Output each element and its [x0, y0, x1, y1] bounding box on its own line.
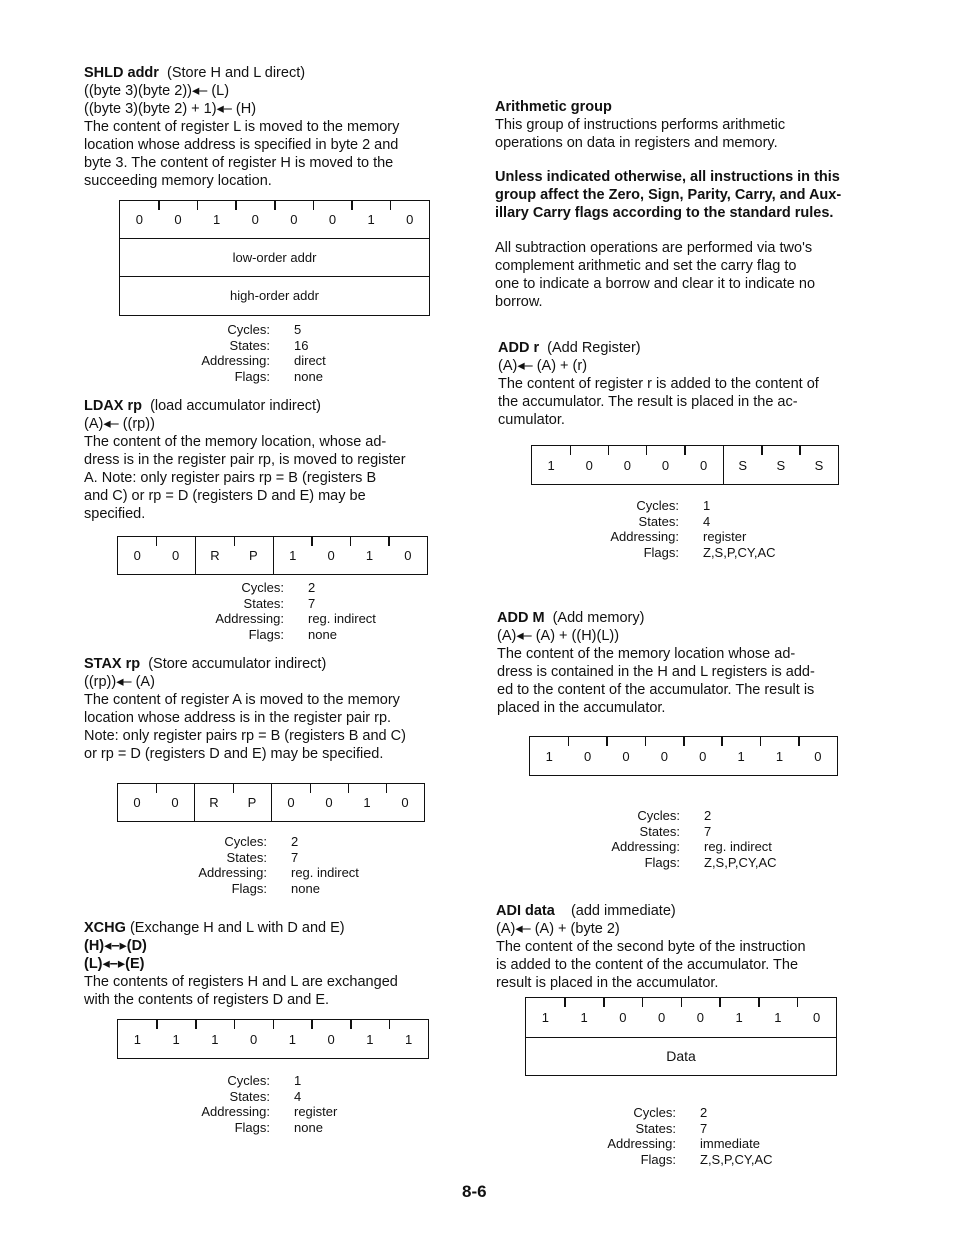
addressing-value: reg. indirect [291, 865, 359, 880]
ldax-text: and C) or rp = D (registers D and E) may be [84, 488, 366, 504]
arith-bold: group affect the Zero, Sign, Parity, Carry, and Aux- [495, 187, 842, 203]
xchg-op: (L)◂–▸(E) [84, 956, 145, 972]
addm-text: ed to the content of the accumulator. The result is [497, 682, 815, 698]
states-label: States: [229, 337, 270, 353]
bit: 1 [197, 201, 236, 238]
states-value: 4 [703, 513, 711, 529]
addm-section [497, 609, 875, 717]
addr-encoding [531, 445, 839, 485]
bit: 0 [312, 1020, 351, 1058]
bit: 0 [310, 784, 348, 821]
bit: 0 [313, 201, 352, 238]
flags-label: Flags: [231, 880, 267, 896]
flags-value: Z,S,P,CY,AC [703, 544, 776, 560]
addm-stats [560, 808, 777, 870]
addm-encoding [529, 736, 838, 776]
adi-op: (A)◂– (A) + (byte 2) [496, 921, 620, 937]
bit: 1 [273, 1020, 312, 1058]
xchg-text: The contents of registers H and L are exchanged [84, 974, 398, 990]
adi-stats [560, 1105, 773, 1167]
cycles-value: 2 [308, 580, 316, 595]
bit: 0 [570, 446, 608, 484]
ldax-text: A. Note: only register pairs rp = B (registers B [84, 470, 377, 486]
flags-value: none [294, 1119, 323, 1135]
bit: 1 [722, 737, 760, 775]
adi-mnemonic: ADI data [496, 903, 555, 919]
stax-mnemonic: STAX rp [84, 656, 141, 672]
cycles-label: Cycles: [637, 808, 680, 823]
bit: 0 [608, 446, 646, 484]
xchg-desc: (Exchange H and L with D and E) [129, 920, 345, 936]
addressing-label: Addressing: [607, 1136, 676, 1151]
adi-text: is added to the content of the accumulator. The [496, 957, 799, 973]
arith-bold: illary Carry flags according to the standard rules. [495, 205, 834, 221]
cycles-value: 2 [700, 1105, 708, 1120]
adi-text: The content of the second byte of the instruction [496, 939, 806, 955]
flags-value: none [308, 626, 337, 642]
addressing-value: reg. indirect [704, 839, 772, 854]
bit: 1 [565, 998, 604, 1037]
addr-desc: (Add Register) [547, 340, 641, 356]
bit: 0 [120, 201, 159, 238]
addressing-label: Addressing: [215, 611, 284, 626]
cycles-value: 5 [294, 322, 302, 337]
flags-label: Flags: [234, 1119, 270, 1135]
bit: S [814, 457, 824, 473]
flags-value: Z,S,P,CY,AC [704, 854, 777, 870]
bit: 0 [681, 998, 720, 1037]
adi-desc: (add immediate) [570, 903, 676, 919]
flags-value: none [294, 368, 323, 384]
states-label: States: [229, 1088, 270, 1104]
cycles-label: Cycles: [227, 322, 270, 337]
addressing-label: Addressing: [611, 839, 680, 854]
addr-text: the accumulator. The result is placed in the ac- [498, 394, 798, 410]
xchg-text: with the contents of registers D and E. [84, 992, 330, 1008]
bit: 0 [685, 446, 724, 484]
bit: 0 [275, 201, 314, 238]
bit: S [724, 446, 762, 484]
addressing-label: Addressing: [201, 353, 270, 368]
bit: S [762, 446, 800, 484]
addm-op: (A)◂– (A) + ((H)(L)) [497, 628, 620, 644]
arith-intro: This group of instructions performs arithmetic [495, 117, 786, 133]
bit: P [234, 537, 273, 574]
cycles-value: 2 [291, 834, 299, 849]
cycles-label: Cycles: [224, 834, 267, 849]
ldax-op: (A)◂– ((rp)) [84, 416, 155, 432]
addressing-value: direct [294, 353, 326, 368]
addressing-value: reg. indirect [308, 611, 376, 626]
addr-stats [560, 498, 776, 560]
arith-sub: complement arithmetic and set the carry flag to [495, 258, 797, 274]
bit: 0 [814, 748, 822, 764]
arith-sub: borrow. [495, 294, 543, 310]
shld-mnemonic: SHLD addr [84, 65, 159, 81]
ldax-text: The content of the memory location, whose ad- [84, 434, 387, 450]
addm-text: The content of the memory location whose ad- [497, 646, 796, 662]
bit: 0 [645, 737, 683, 775]
stax-text: or rp = D (registers D and E) may be specified. [84, 746, 384, 762]
bit: 1 [157, 1020, 196, 1058]
data-field: Data [666, 1048, 696, 1064]
bit: 0 [406, 212, 414, 227]
bit: 0 [604, 998, 643, 1037]
ldax-text: specified. [84, 506, 146, 522]
shld-text: location whose address is specified in byte 2 and [84, 137, 399, 153]
xchg-mnemonic: XCHG [84, 920, 126, 936]
states-value: 7 [704, 823, 712, 839]
arith-sub: one to indicate a borrow and clear it to indicate no [495, 276, 816, 292]
flags-label: Flags: [248, 626, 284, 642]
ldax-section [84, 397, 462, 523]
shld-text: byte 3. The content of register H is moved to the [84, 155, 394, 171]
bit: 0 [404, 548, 412, 563]
bit: 0 [684, 737, 722, 775]
addm-text: placed in the accumulator. [497, 700, 666, 716]
cycles-value: 2 [704, 808, 712, 823]
bit: 1 [759, 998, 798, 1037]
bit: P [233, 784, 272, 821]
adi-section [496, 902, 874, 992]
bit: 1 [526, 998, 565, 1037]
stax-op: ((rp))◂– (A) [84, 674, 155, 690]
stax-section [84, 655, 462, 763]
cycles-label: Cycles: [636, 498, 679, 513]
bit: 0 [156, 537, 195, 574]
xchg-op: (H)◂–▸(D) [84, 938, 147, 954]
states-value: 7 [291, 849, 299, 865]
addr-section [498, 339, 876, 429]
states-label: States: [639, 823, 680, 839]
addr-text: cumulator. [498, 412, 565, 428]
arith-intro: operations on data in registers and memory. [495, 135, 778, 151]
states-label: States: [635, 1120, 676, 1136]
cycles-value: 1 [703, 498, 711, 513]
cycles-label: Cycles: [633, 1105, 676, 1120]
addr-op: (A)◂– (A) + (r) [498, 358, 588, 374]
bit: 0 [607, 737, 645, 775]
high-order-field: high-order addr [230, 288, 319, 303]
bit: 1 [760, 737, 798, 775]
bit: 0 [401, 795, 409, 810]
arith-sub: All subtraction operations are performed via two's [495, 240, 813, 256]
shld-section [84, 64, 462, 190]
bit: 0 [312, 537, 350, 574]
adi-text: result is placed in the accumulator. [496, 975, 719, 991]
bit: 1 [532, 446, 570, 484]
stax-text: location whose address is in the register pair rp. [84, 710, 392, 726]
bit: 0 [118, 537, 156, 574]
cycles-value: 1 [294, 1073, 302, 1088]
arith-bold: Unless indicated otherwise, all instructions in this [495, 169, 840, 185]
bit: 0 [642, 998, 681, 1037]
shld-stats [150, 322, 326, 384]
bit: 0 [646, 446, 684, 484]
xchg-stats [150, 1073, 337, 1135]
shld-encoding [119, 200, 430, 316]
stax-encoding [117, 783, 425, 822]
shld-op: ((byte 3)(byte 2))◂– (L) [84, 83, 230, 99]
ldax-mnemonic: LDAX rp [84, 398, 142, 414]
states-value: 7 [308, 595, 316, 611]
states-value: 7 [700, 1120, 708, 1136]
bit: 0 [236, 201, 275, 238]
states-label: States: [638, 513, 679, 529]
bit: 1 [348, 784, 386, 821]
states-label: States: [226, 849, 267, 865]
arith-heading: Arithmetic group [495, 99, 612, 115]
addm-text: dress is contained in the H and L registers is add- [497, 664, 815, 680]
flags-label: Flags: [643, 544, 679, 560]
bit: 1 [720, 998, 759, 1037]
adi-encoding [525, 997, 837, 1076]
states-value: 16 [294, 337, 309, 353]
states-value: 4 [294, 1088, 302, 1104]
bit: 1 [530, 737, 568, 775]
cycles-label: Cycles: [227, 1073, 270, 1088]
addressing-value: immediate [700, 1136, 760, 1151]
addressing-value: register [703, 529, 747, 544]
addressing-label: Addressing: [201, 1104, 270, 1119]
bit: 0 [568, 737, 606, 775]
bit: 0 [159, 201, 198, 238]
bit: R [195, 784, 233, 821]
bit: 0 [156, 784, 195, 821]
bit: 0 [272, 784, 310, 821]
stax-stats [150, 834, 359, 896]
bit: 1 [274, 537, 312, 574]
flags-label: Flags: [644, 854, 680, 870]
stax-desc: (Store accumulator indirect) [148, 656, 327, 672]
shld-op: ((byte 3)(byte 2) + 1)◂– (H) [84, 101, 257, 117]
addressing-value: register [294, 1104, 338, 1119]
page-number: 8-6 [462, 1182, 487, 1201]
stax-text: The content of register A is moved to the memory [84, 692, 400, 708]
ldax-encoding [117, 536, 428, 575]
bit: 1 [350, 537, 388, 574]
bit: 1 [351, 1020, 390, 1058]
flags-label: Flags: [640, 1151, 676, 1167]
ldax-text: dress is in the register pair rp, is moved to register [84, 452, 406, 468]
cycles-label: Cycles: [241, 580, 284, 595]
stax-text: Note: only register pairs rp = B (registers B and C) [84, 728, 406, 744]
addr-mnemonic: ADD r [498, 340, 540, 356]
bit: R [196, 537, 234, 574]
low-order-field: low-order addr [232, 250, 317, 265]
flags-value: none [291, 880, 320, 896]
flags-value: Z,S,P,CY,AC [700, 1151, 773, 1167]
addressing-label: Addressing: [198, 865, 267, 880]
bit: 1 [196, 1020, 235, 1058]
addr-text: The content of register r is added to the content of [498, 376, 819, 392]
ldax-stats [150, 580, 376, 642]
bit: 1 [352, 201, 391, 238]
bit: 1 [118, 1020, 157, 1058]
xchg-encoding [117, 1019, 429, 1059]
arith-section [495, 98, 875, 311]
addm-desc: (Add memory) [552, 610, 645, 626]
bit: 0 [234, 1020, 273, 1058]
states-label: States: [243, 595, 284, 611]
bit: 1 [405, 1031, 413, 1047]
bit: 0 [118, 784, 156, 821]
xchg-section [84, 919, 462, 1009]
bit: 0 [813, 1010, 821, 1025]
shld-text: The content of register L is moved to the memory [84, 119, 400, 135]
shld-desc: (Store H and L direct) [166, 65, 306, 81]
ldax-desc: (load accumulator indirect) [150, 398, 321, 414]
shld-text: succeeding memory location. [84, 173, 272, 189]
addm-mnemonic: ADD M [497, 610, 545, 626]
addressing-label: Addressing: [610, 529, 679, 544]
flags-label: Flags: [234, 368, 270, 384]
